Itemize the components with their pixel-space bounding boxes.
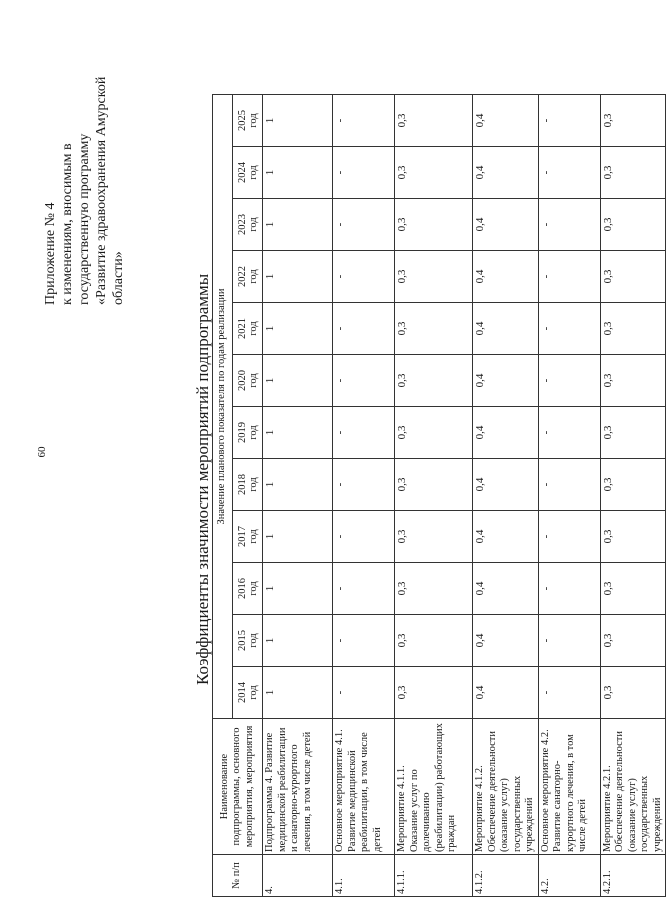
table-row: [395, 95, 473, 897]
header-year: [233, 303, 263, 355]
table-row: [333, 95, 395, 897]
row-value: 0,4: [473, 563, 539, 615]
header-year: [233, 95, 263, 147]
row-value: 1: [263, 303, 333, 355]
header-year: [233, 511, 263, 563]
row-value: 0,3: [395, 407, 473, 459]
header-year-unit: год: [247, 529, 259, 544]
row-name: Мероприятие 4.1.1. Оказание услуг по долечиванию (реабилитации) работающих граждан: [395, 719, 473, 855]
row-name: Подпрограмма 4. Развитие медицинской реабилитации и санаторно-курортного лечения, в том числе детей: [263, 719, 333, 855]
header-year: [233, 563, 263, 615]
header-year-unit: год: [247, 113, 259, 128]
row-value: 1: [263, 615, 333, 667]
appendix-line: области»: [111, 251, 126, 305]
row-value: 0,4: [473, 615, 539, 667]
row-value: -: [538, 407, 600, 459]
row-value: 0,3: [600, 511, 666, 563]
header-name: Наименование подпрограммы, основного мероприятия, мероприятия: [213, 719, 263, 855]
header-year-unit: год: [247, 165, 259, 180]
row-value: 0,4: [473, 199, 539, 251]
header-year-number: 2025: [236, 110, 248, 131]
row-value: 0,3: [600, 459, 666, 511]
row-value: 0,3: [395, 147, 473, 199]
row-value: 0,4: [473, 147, 539, 199]
row-value: 0,4: [473, 407, 539, 459]
row-value: -: [333, 407, 395, 459]
coefficients-table: [212, 94, 666, 897]
header-year-number: 2024: [236, 162, 248, 183]
row-value: -: [538, 615, 600, 667]
row-value: 0,4: [473, 459, 539, 511]
row-value: 0,3: [395, 459, 473, 511]
row-value: 0,3: [395, 251, 473, 303]
row-value: -: [333, 511, 395, 563]
table-row: [263, 95, 333, 897]
row-value: 1: [263, 407, 333, 459]
row-value: 1: [263, 95, 333, 147]
table-row: [473, 95, 539, 897]
row-value: 0,4: [473, 303, 539, 355]
header-year-number: 2023: [236, 214, 248, 235]
header-year-number: 2018: [236, 474, 248, 495]
row-value: 0,3: [600, 667, 666, 719]
row-value: -: [333, 251, 395, 303]
header-year-unit: год: [247, 477, 259, 492]
appendix-block: [42, 15, 127, 305]
row-value: 0,4: [473, 95, 539, 147]
row-value: 0,3: [395, 511, 473, 563]
row-value: 1: [263, 199, 333, 251]
row-value: -: [538, 199, 600, 251]
header-year-unit: год: [247, 581, 259, 596]
row-value: 0,3: [600, 355, 666, 407]
header-year: [233, 407, 263, 459]
row-value: -: [538, 667, 600, 719]
header-year-unit: год: [247, 269, 259, 284]
row-name: Основное мероприятие 4.1. Развитие медицинской реабилитации, в том числе детей: [333, 719, 395, 855]
row-value: 0,3: [395, 95, 473, 147]
row-value: -: [333, 147, 395, 199]
row-value: -: [538, 563, 600, 615]
row-value: 0,3: [395, 355, 473, 407]
header-year: [233, 459, 263, 511]
row-value: -: [333, 667, 395, 719]
header-year-unit: год: [247, 321, 259, 336]
row-value: -: [538, 303, 600, 355]
row-value: 1: [263, 667, 333, 719]
header-year-unit: год: [247, 633, 259, 648]
header-year: [233, 355, 263, 407]
header-values: Значение планового показателя по годам реализации: [213, 95, 233, 719]
header-year-number: 2017: [236, 526, 248, 547]
table-row: [600, 95, 666, 897]
row-value: 0,3: [600, 199, 666, 251]
header-year-number: 2019: [236, 422, 248, 443]
row-value: -: [333, 563, 395, 615]
row-value: -: [538, 147, 600, 199]
row-number: 4.1.2.: [473, 855, 539, 897]
row-value: 0,3: [600, 251, 666, 303]
row-value: -: [538, 251, 600, 303]
appendix-line: Приложение № 4: [43, 202, 58, 305]
row-value: 0,3: [600, 95, 666, 147]
row-value: -: [333, 199, 395, 251]
row-value: -: [333, 615, 395, 667]
header-year-unit: год: [247, 217, 259, 232]
row-number: 4.1.: [333, 855, 395, 897]
header-year-number: 2016: [236, 578, 248, 599]
row-value: 0,4: [473, 355, 539, 407]
row-number: 4.1.1.: [395, 855, 473, 897]
row-value: 0,3: [600, 303, 666, 355]
row-value: 1: [263, 563, 333, 615]
header-year-number: 2022: [236, 266, 248, 287]
row-value: -: [538, 459, 600, 511]
row-value: 0,3: [395, 615, 473, 667]
row-name: Мероприятие 4.2.1. Обеспечение деятельности (оказание услуг) государственных учреждений: [600, 719, 666, 855]
row-value: 1: [263, 355, 333, 407]
appendix-line: к изменениям, вносимым в: [60, 143, 75, 305]
row-value: 0,3: [395, 667, 473, 719]
row-name: Мероприятие 4.1.2. Обеспечение деятельности (оказание услуг) государственных учреждений: [473, 719, 539, 855]
row-value: 0,4: [473, 511, 539, 563]
header-year: [233, 615, 263, 667]
row-value: 0,3: [600, 147, 666, 199]
row-value: 0,4: [473, 667, 539, 719]
row-value: 0,3: [395, 563, 473, 615]
row-value: 0,3: [395, 199, 473, 251]
row-number: 4.2.1.: [600, 855, 666, 897]
header-number: № п/п: [213, 855, 263, 897]
header-year-number: 2020: [236, 370, 248, 391]
row-value: -: [333, 459, 395, 511]
appendix-line: «Развитие здравоохранения Амурской: [94, 76, 109, 305]
header-year: [233, 251, 263, 303]
row-value: -: [333, 355, 395, 407]
row-value: -: [538, 511, 600, 563]
header-year-unit: год: [247, 425, 259, 440]
row-value: -: [333, 303, 395, 355]
row-value: 1: [263, 147, 333, 199]
row-number: 4.2.: [538, 855, 600, 897]
row-value: 1: [263, 251, 333, 303]
appendix-line: государственную программу: [77, 133, 92, 305]
page-number: 60: [36, 446, 48, 458]
row-number: 4.: [263, 855, 333, 897]
header-year: [233, 199, 263, 251]
row-value: 0,3: [600, 563, 666, 615]
row-value: 1: [263, 459, 333, 511]
row-value: 0,3: [395, 303, 473, 355]
header-year-unit: год: [247, 685, 259, 700]
row-value: 0,4: [473, 251, 539, 303]
header-year: [233, 667, 263, 719]
header-year-unit: год: [247, 373, 259, 388]
row-name: Основное мероприятие 4.2. Развитие санаторно-курортного лечения, в том числе детей: [538, 719, 600, 855]
row-value: 1: [263, 511, 333, 563]
row-value: 0,3: [600, 615, 666, 667]
row-value: 0,3: [600, 407, 666, 459]
document-title: Коэффициенты значимости мероприятий подпрограммы: [193, 273, 212, 685]
header-year-number: 2021: [236, 318, 248, 339]
header-year-number: 2014: [236, 682, 248, 703]
row-value: -: [538, 355, 600, 407]
table-row: [538, 95, 600, 897]
header-year-number: 2015: [236, 630, 248, 651]
header-year: [233, 147, 263, 199]
row-value: -: [538, 95, 600, 147]
row-value: -: [333, 95, 395, 147]
